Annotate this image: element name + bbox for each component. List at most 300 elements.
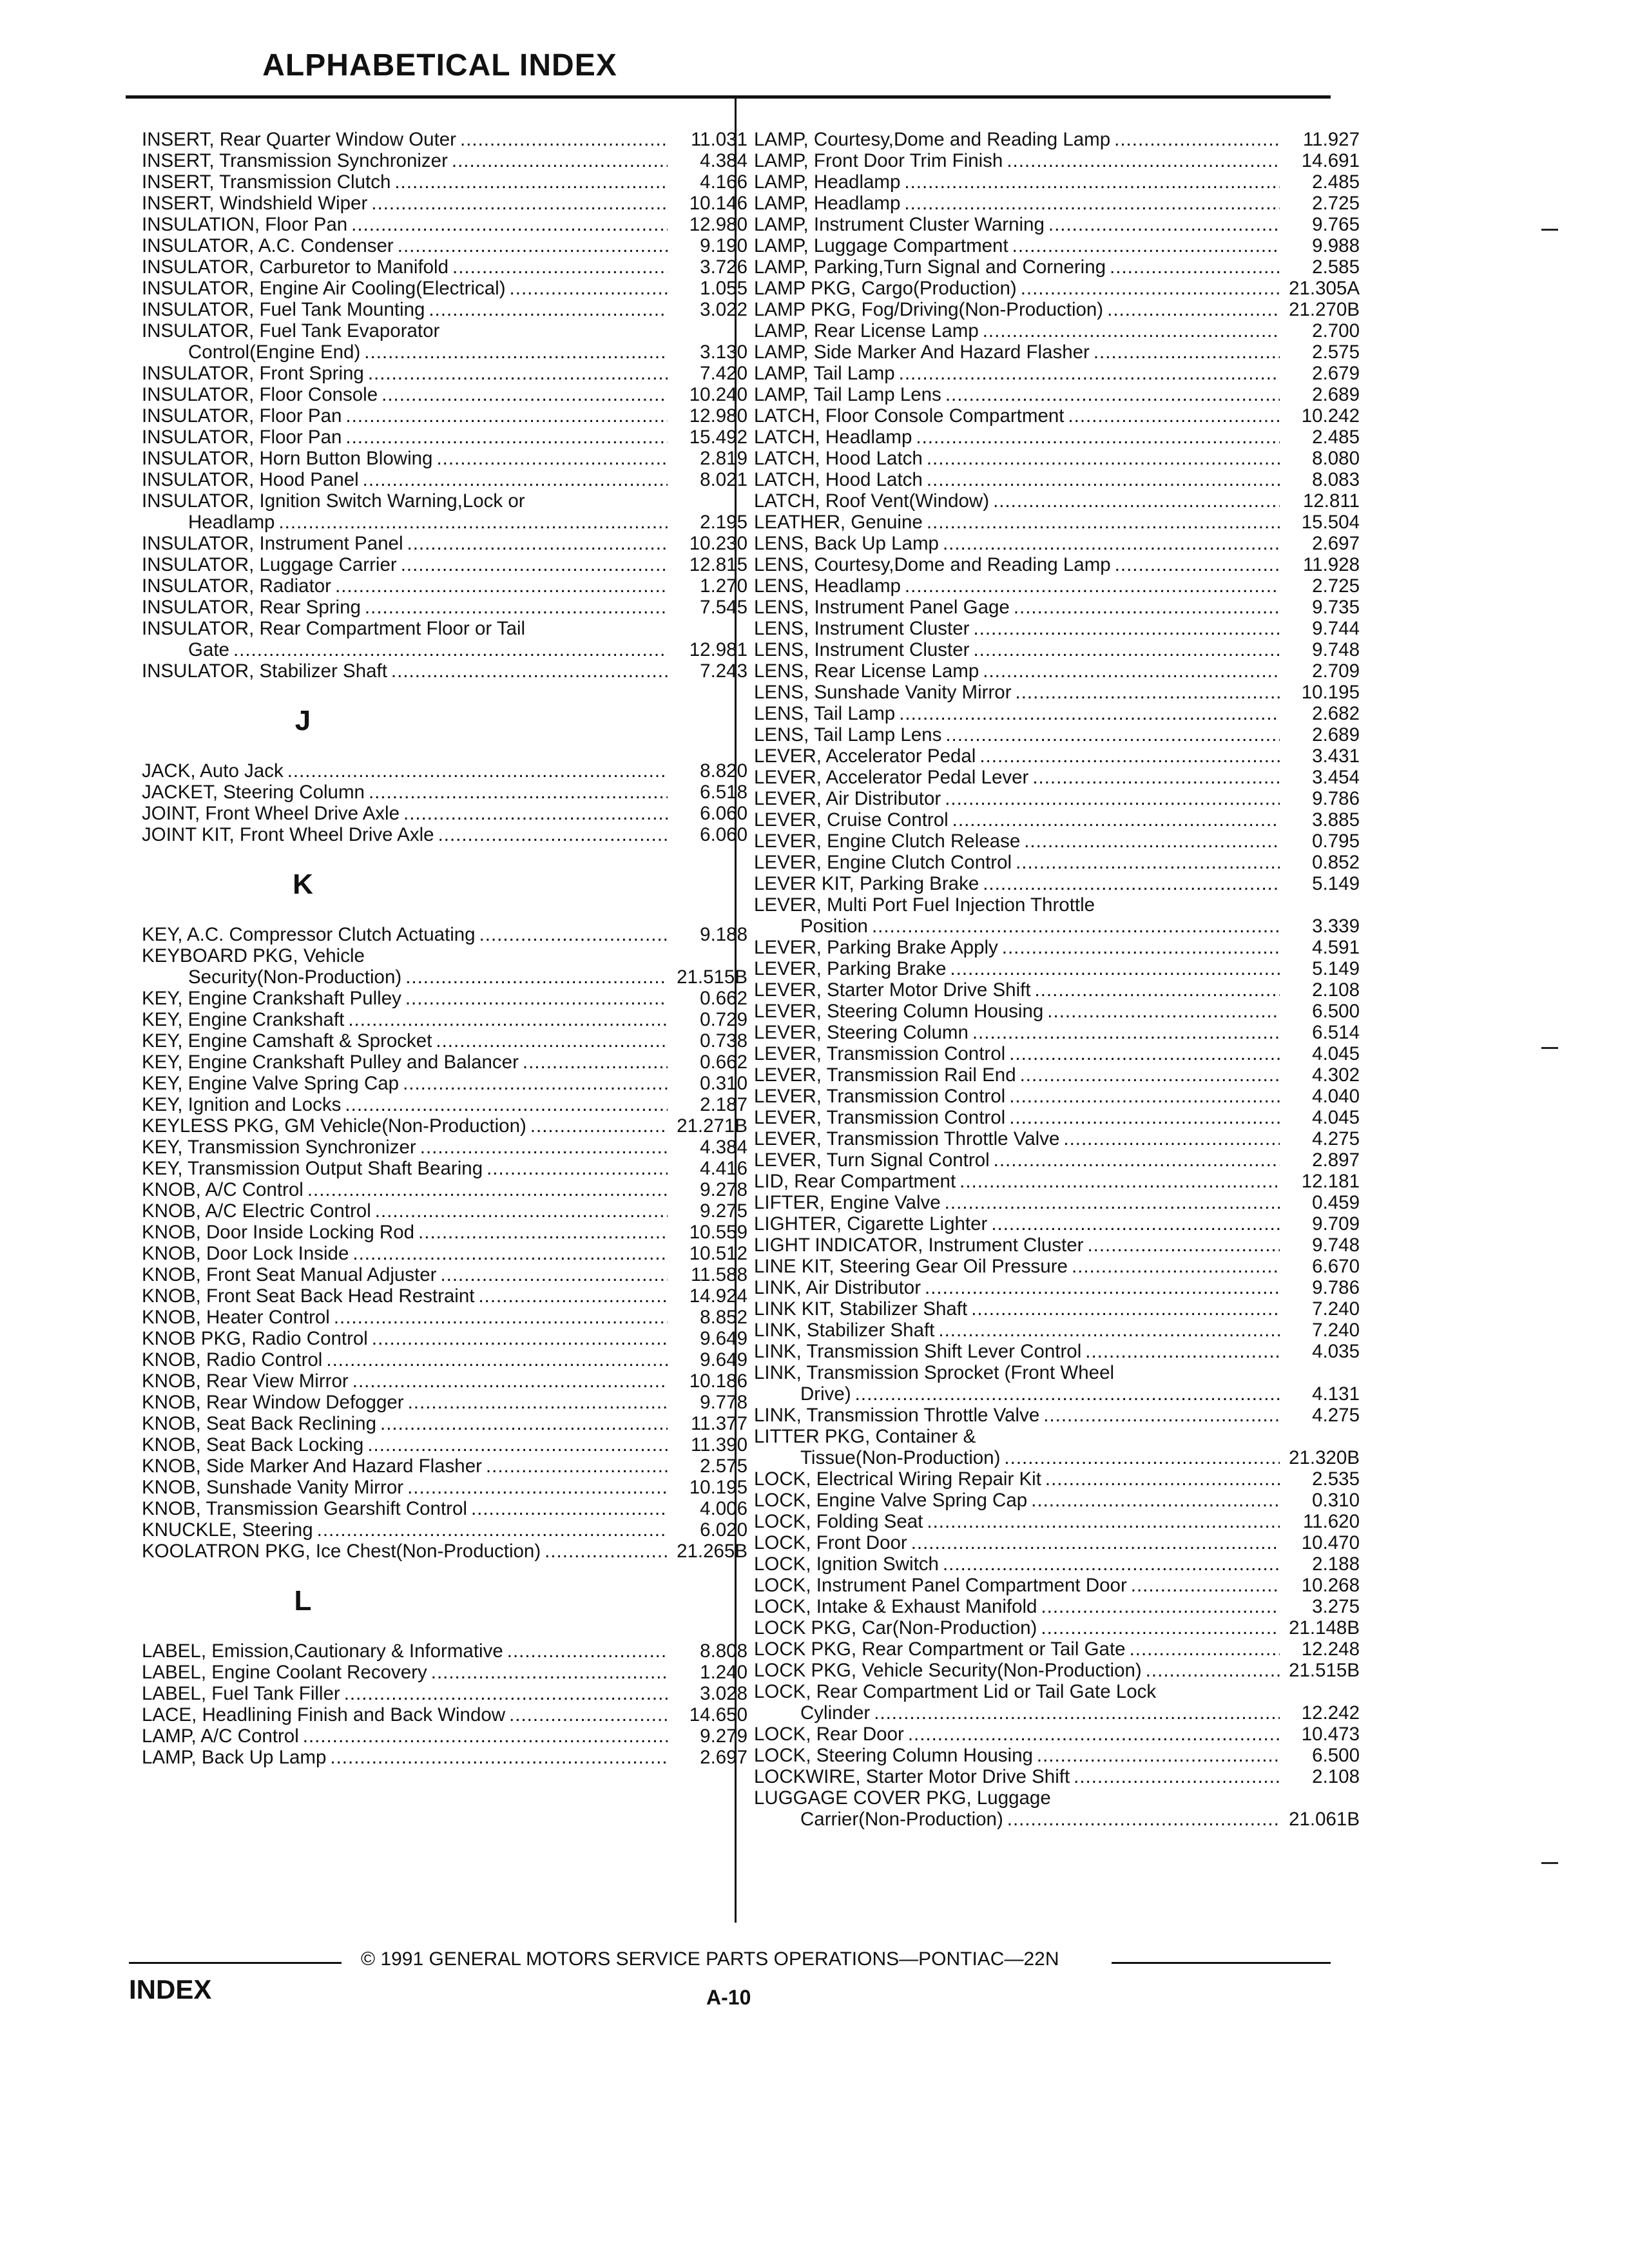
index-entry xyxy=(754,193,1360,214)
entry-line xyxy=(754,958,1360,979)
entry-label: LAMP PKG, Cargo(Production) xyxy=(754,278,1017,299)
index-entry xyxy=(754,1405,1360,1426)
entry-line xyxy=(142,782,747,803)
entry-page-ref: 5.149 xyxy=(1312,873,1360,894)
entry-line xyxy=(754,1553,1360,1575)
entry-page-ref: 11.377 xyxy=(690,1413,747,1434)
entry-label: KNOB, A/C Electric Control xyxy=(142,1200,371,1222)
entry-label: INSULATOR, Rear Compartment Floor or Tail xyxy=(142,618,526,639)
dot-leader xyxy=(908,1724,1280,1745)
entry-line xyxy=(754,767,1360,788)
entry-page-ref: 10.559 xyxy=(689,1222,747,1243)
entry-label: LABEL, Emission,Cautionary & Informative xyxy=(142,1640,503,1662)
index-entry xyxy=(754,1639,1360,1660)
entry-line xyxy=(754,1171,1360,1192)
entry-line xyxy=(754,320,1360,341)
dot-leader xyxy=(345,427,668,448)
entry-line xyxy=(142,760,747,782)
entry-label: LOCK PKG, Rear Compartment or Tail Gate xyxy=(754,1639,1126,1660)
entry-label: KNOB, Door Lock Inside xyxy=(142,1243,349,1264)
entry-line xyxy=(754,682,1360,703)
index-entry xyxy=(142,554,747,575)
entry-line xyxy=(754,384,1360,405)
entry-label: LINK, Stabilizer Shaft xyxy=(754,1320,935,1341)
dot-leader xyxy=(478,1285,668,1307)
dot-leader xyxy=(431,1662,668,1683)
entry-line xyxy=(142,966,747,988)
entry-page-ref: 4.166 xyxy=(700,171,747,193)
index-entry xyxy=(142,1370,747,1392)
index-entry xyxy=(142,1541,747,1562)
entry-line xyxy=(754,1341,1360,1362)
index-entry xyxy=(142,760,747,782)
entry-line xyxy=(754,1213,1360,1235)
entry-page-ref: 2.725 xyxy=(1312,575,1360,597)
entry-page-ref: 1.240 xyxy=(700,1662,747,1683)
entry-page-ref: 6.514 xyxy=(1312,1022,1360,1043)
dot-leader xyxy=(1002,937,1280,958)
dot-leader xyxy=(523,1052,668,1073)
entry-label: KEY, Engine Camshaft & Sprocket xyxy=(142,1030,432,1052)
entry-line xyxy=(142,1222,747,1243)
entry-page-ref: 1.270 xyxy=(700,575,747,597)
entry-page-ref: 9.649 xyxy=(700,1328,747,1349)
entry-line xyxy=(754,1511,1360,1532)
index-entry xyxy=(754,235,1360,256)
dot-leader xyxy=(983,320,1280,341)
entry-page-ref: 3.431 xyxy=(1312,745,1360,767)
index-entry xyxy=(754,490,1360,512)
index-entry xyxy=(142,597,747,618)
entry-line xyxy=(754,852,1360,873)
entry-label: LEVER, Transmission Throttle Valve xyxy=(754,1128,1060,1149)
dot-leader xyxy=(916,427,1280,448)
entry-page-ref: 7.240 xyxy=(1312,1298,1360,1320)
entry-label: INSULATOR, Radiator xyxy=(142,575,332,597)
entry-label: LENS, Courtesy,Dome and Reading Lamp xyxy=(754,554,1111,575)
entry-label: LENS, Instrument Cluster xyxy=(754,618,970,639)
entry-line xyxy=(142,575,747,597)
entry-page-ref: 9.275 xyxy=(700,1200,747,1222)
entry-page-ref: 21.061B xyxy=(1289,1809,1360,1830)
entry-label: KEY, Transmission Output Shaft Bearing xyxy=(142,1158,483,1179)
dot-leader xyxy=(303,1725,668,1747)
index-entry xyxy=(142,1200,747,1222)
entry-label: INSERT, Transmission Synchronizer xyxy=(142,150,448,171)
entry-line xyxy=(142,363,747,384)
dot-leader xyxy=(1146,1660,1280,1681)
entry-page-ref: 2.700 xyxy=(1312,320,1360,341)
index-entry xyxy=(142,988,747,1009)
entry-line xyxy=(754,1766,1360,1787)
index-entry xyxy=(142,1285,747,1307)
entry-page-ref: 11.390 xyxy=(690,1434,747,1456)
index-entry xyxy=(754,1149,1360,1171)
entry-label: INSULATOR, Ignition Switch Warning,Lock or xyxy=(142,490,525,512)
entry-page-ref: 21.271B xyxy=(677,1115,747,1137)
entry-line xyxy=(754,937,1360,958)
entry-line xyxy=(754,639,1360,660)
entry-label-continued: Carrier(Non-Production) xyxy=(800,1809,1003,1830)
entry-page-ref: 9.786 xyxy=(1312,788,1360,809)
index-entry xyxy=(754,1660,1360,1681)
entry-label: INSULATOR, Front Spring xyxy=(142,363,364,384)
dot-leader xyxy=(1130,1639,1280,1660)
dot-leader xyxy=(364,341,668,363)
entry-line xyxy=(754,1447,1360,1468)
entry-line xyxy=(754,256,1360,278)
margin-mark xyxy=(1541,229,1558,231)
entry-line xyxy=(142,1434,747,1456)
entry-line xyxy=(754,1532,1360,1553)
entry-label: INSULATOR, Fuel Tank Mounting xyxy=(142,299,425,320)
dot-leader xyxy=(363,469,668,490)
index-entry xyxy=(754,1320,1360,1341)
dot-leader xyxy=(945,384,1280,405)
entry-line xyxy=(754,150,1360,171)
dot-leader xyxy=(972,1022,1280,1043)
index-entry xyxy=(754,469,1360,490)
dot-leader xyxy=(405,988,668,1009)
entry-line xyxy=(142,1094,747,1115)
index-entry xyxy=(754,724,1360,745)
entry-label: KNOB, Seat Back Locking xyxy=(142,1434,364,1456)
dot-leader xyxy=(372,1328,668,1349)
entry-page-ref: 8.852 xyxy=(700,1307,747,1328)
entry-line xyxy=(142,1370,747,1392)
index-entry xyxy=(142,1413,747,1434)
dot-leader xyxy=(369,782,668,803)
dot-leader xyxy=(368,363,668,384)
dot-leader xyxy=(1063,1128,1280,1149)
index-entry xyxy=(754,1787,1360,1830)
entry-page-ref: 10.473 xyxy=(1301,1724,1360,1745)
entry-page-ref: 2.679 xyxy=(1312,363,1360,384)
entry-line xyxy=(142,597,747,618)
entry-page-ref: 6.060 xyxy=(700,803,747,824)
index-entry xyxy=(142,1456,747,1477)
entry-line xyxy=(754,1575,1360,1596)
entry-label: LOCK, Engine Valve Spring Cap xyxy=(754,1490,1028,1511)
entry-line xyxy=(754,1320,1360,1341)
entry-label: INSERT, Rear Quarter Window Outer xyxy=(142,129,457,150)
entry-label: LEVER, Cruise Control xyxy=(754,809,949,831)
entry-line xyxy=(142,924,747,945)
entry-label: KNOB, Door Inside Locking Rod xyxy=(142,1222,415,1243)
entry-label: LEVER, Parking Brake xyxy=(754,958,947,979)
entry-page-ref: 7.420 xyxy=(700,363,747,384)
entry-label: INSULATION, Floor Pan xyxy=(142,214,348,235)
entry-line xyxy=(142,1052,747,1073)
index-entry xyxy=(754,384,1360,405)
entry-label: LOCK, Rear Compartment Lid or Tail Gate Lock xyxy=(754,1681,1157,1702)
entry-page-ref: 2.108 xyxy=(1312,979,1360,1001)
section-letter: J xyxy=(294,705,311,736)
entry-page-ref: 6.670 xyxy=(1312,1256,1360,1277)
index-entry xyxy=(142,1137,747,1158)
entry-page-ref: 9.278 xyxy=(700,1179,747,1200)
index-entry xyxy=(754,1617,1360,1639)
index-entry xyxy=(754,1468,1360,1490)
index-entry xyxy=(142,1115,747,1137)
dot-leader xyxy=(401,554,668,575)
index-entry xyxy=(754,682,1360,703)
entry-page-ref: 2.485 xyxy=(1312,171,1360,193)
entry-label: LINK, Air Distributor xyxy=(754,1277,921,1298)
entry-page-ref: 2.188 xyxy=(1312,1553,1360,1575)
dot-leader xyxy=(334,1307,668,1328)
index-entry xyxy=(754,1596,1360,1617)
entry-line xyxy=(142,639,747,660)
index-entry xyxy=(754,1213,1360,1235)
entry-line xyxy=(142,1158,747,1179)
entry-line xyxy=(142,278,747,299)
entry-line xyxy=(754,703,1360,724)
entry-line xyxy=(754,1405,1360,1426)
index-entry xyxy=(754,831,1360,852)
entry-line xyxy=(142,512,747,533)
dot-leader xyxy=(927,469,1280,490)
dot-leader xyxy=(509,1704,668,1725)
entry-label: LINK, Transmission Throttle Valve xyxy=(754,1405,1040,1426)
entry-label: LAMP PKG, Fog/Driving(Non-Production) xyxy=(754,299,1104,320)
entry-label: LACE, Headlining Finish and Back Window xyxy=(142,1704,506,1725)
entry-label: LEATHER, Genuine xyxy=(754,512,923,533)
entry-page-ref: 6.020 xyxy=(700,1519,747,1541)
index-entry xyxy=(754,129,1360,150)
section-letter: L xyxy=(294,1585,312,1617)
dot-leader xyxy=(367,1434,668,1456)
entry-label: INSULATOR, Hood Panel xyxy=(142,469,359,490)
entry-label-continued: Control(Engine End) xyxy=(188,341,361,363)
entry-line xyxy=(142,824,747,845)
index-entry xyxy=(142,299,747,320)
entry-line xyxy=(754,1043,1360,1064)
entry-page-ref: 6.518 xyxy=(700,782,747,803)
entry-line xyxy=(142,256,747,278)
entry-line xyxy=(142,1456,747,1477)
entry-page-ref: 2.535 xyxy=(1312,1468,1360,1490)
entry-label: LOCK, Instrument Panel Compartment Door xyxy=(754,1575,1127,1596)
entry-line xyxy=(754,618,1360,639)
dot-leader xyxy=(344,1683,668,1704)
dot-leader xyxy=(1016,852,1280,873)
entry-line xyxy=(754,1617,1360,1639)
entry-page-ref: 10.242 xyxy=(1301,405,1360,427)
entry-line xyxy=(142,988,747,1009)
dot-leader xyxy=(1085,1341,1280,1362)
index-entry xyxy=(754,1192,1360,1213)
entry-label: LENS, Headlamp xyxy=(754,575,901,597)
entry-label: LATCH, Headlamp xyxy=(754,427,912,448)
index-entry xyxy=(142,824,747,845)
entry-page-ref: 10.146 xyxy=(689,193,747,214)
dot-leader xyxy=(1115,554,1280,575)
dot-leader xyxy=(545,1541,668,1562)
index-entry xyxy=(142,171,747,193)
entry-page-ref: 9.748 xyxy=(1312,639,1360,660)
entry-line xyxy=(142,150,747,171)
header-rule xyxy=(126,95,1331,99)
index-entry xyxy=(754,1171,1360,1192)
index-entry xyxy=(754,639,1360,660)
entry-label: KNOB, A/C Control xyxy=(142,1179,304,1200)
dot-leader xyxy=(1068,405,1280,427)
entry-page-ref: 2.575 xyxy=(1312,341,1360,363)
entry-line xyxy=(754,533,1360,554)
entry-line xyxy=(142,1009,747,1030)
entry-line xyxy=(142,1243,747,1264)
entry-label: LINE KIT, Steering Gear Oil Pressure xyxy=(754,1256,1068,1277)
entry-line xyxy=(754,278,1360,299)
index-entry xyxy=(754,1022,1360,1043)
entry-page-ref: 21.515B xyxy=(1289,1660,1360,1681)
entry-page-ref: 4.275 xyxy=(1312,1405,1360,1426)
entry-line xyxy=(142,660,747,682)
dot-leader xyxy=(391,660,668,682)
entry-line xyxy=(754,1660,1360,1681)
entry-page-ref: 3.885 xyxy=(1312,809,1360,831)
dot-leader xyxy=(971,1298,1280,1320)
entry-label: INSULATOR, Instrument Panel xyxy=(142,533,403,554)
entry-page-ref: 21.320B xyxy=(1289,1447,1360,1468)
entry-page-ref: 12.815 xyxy=(689,554,747,575)
entry-line xyxy=(142,1662,747,1683)
entry-label: LAMP, Headlamp xyxy=(754,171,901,193)
entry-label: LENS, Sunshade Vanity Mirror xyxy=(754,682,1012,703)
entry-label: LAMP, Headlamp xyxy=(754,193,901,214)
index-entry xyxy=(142,618,747,660)
dot-leader xyxy=(1009,1043,1280,1064)
index-entry xyxy=(754,873,1360,894)
margin-mark xyxy=(1541,1047,1558,1049)
entry-line xyxy=(754,1490,1360,1511)
entry-line xyxy=(142,1179,747,1200)
dot-leader xyxy=(1014,597,1280,618)
entry-page-ref: 2.585 xyxy=(1312,256,1360,278)
entry-line xyxy=(754,363,1360,384)
entry-line xyxy=(142,1030,747,1052)
index-entry xyxy=(142,1662,747,1683)
dot-leader xyxy=(278,512,668,533)
footer-rule-right xyxy=(1112,1962,1331,1964)
entry-line xyxy=(754,1192,1360,1213)
entry-label: LOCK, Rear Door xyxy=(754,1724,904,1745)
entry-page-ref: 6.500 xyxy=(1312,1001,1360,1022)
entry-page-ref: 2.725 xyxy=(1312,193,1360,214)
dot-leader xyxy=(380,1413,668,1434)
entry-line xyxy=(754,469,1360,490)
entry-label: LAMP, Tail Lamp xyxy=(754,363,895,384)
entry-label: LUGGAGE COVER PKG, Luggage xyxy=(754,1787,1051,1809)
index-entry xyxy=(142,1307,747,1328)
entry-label: LENS, Back Up Lamp xyxy=(754,533,939,554)
entry-label: JACK, Auto Jack xyxy=(142,760,284,782)
entry-line xyxy=(754,554,1360,575)
entry-line xyxy=(754,1149,1360,1171)
entry-line xyxy=(754,1639,1360,1660)
index-entry xyxy=(754,448,1360,469)
dot-leader xyxy=(855,1383,1280,1405)
entry-line xyxy=(754,193,1360,214)
entry-label: KNOB, Side Marker And Hazard Flasher xyxy=(142,1456,482,1477)
entry-label: KEY, Ignition and Locks xyxy=(142,1094,342,1115)
index-entry xyxy=(754,1724,1360,1745)
index-entry xyxy=(142,1328,747,1349)
dot-leader xyxy=(973,618,1280,639)
entry-page-ref: 3.028 xyxy=(700,1683,747,1704)
index-entry xyxy=(754,363,1360,384)
entry-label: LID, Rear Compartment xyxy=(754,1171,956,1192)
entry-page-ref: 4.045 xyxy=(1312,1107,1360,1128)
dot-leader xyxy=(351,214,668,235)
entry-label: LAMP, Side Marker And Hazard Flasher xyxy=(754,341,1090,363)
entry-line xyxy=(754,1383,1360,1405)
entry-line xyxy=(754,1468,1360,1490)
dot-leader xyxy=(394,171,668,193)
dot-leader xyxy=(317,1519,668,1541)
entry-label: INSULATOR, Floor Pan xyxy=(142,427,342,448)
entry-label: INSERT, Transmission Clutch xyxy=(142,171,391,193)
index-column-left xyxy=(142,129,747,1768)
index-entry xyxy=(142,278,747,299)
dot-leader xyxy=(335,575,668,597)
entry-page-ref: 4.416 xyxy=(700,1158,747,1179)
entry-page-ref: 2.697 xyxy=(1312,533,1360,554)
entry-page-ref: 3.275 xyxy=(1312,1596,1360,1617)
entry-page-ref: 9.188 xyxy=(700,924,747,945)
entry-label: LAMP, Parking,Turn Signal and Cornering xyxy=(754,256,1106,278)
dot-leader xyxy=(1072,1256,1280,1277)
entry-label: KNUCKLE, Steering xyxy=(142,1519,313,1541)
index-entry xyxy=(754,745,1360,767)
index-entry xyxy=(142,533,747,554)
index-entry xyxy=(142,1073,747,1094)
entry-label: LOCK, Folding Seat xyxy=(754,1511,923,1532)
entry-page-ref: 5.149 xyxy=(1312,958,1360,979)
index-entry xyxy=(754,1362,1360,1405)
entry-label: LOCK, Ignition Switch xyxy=(754,1553,939,1575)
entry-label: LEVER, Turn Signal Control xyxy=(754,1149,990,1171)
index-entry xyxy=(142,1683,747,1704)
index-entry xyxy=(754,958,1360,979)
dot-leader xyxy=(420,1137,668,1158)
entry-label-continued: Security(Non-Production) xyxy=(188,966,402,988)
entry-page-ref: 2.682 xyxy=(1312,703,1360,724)
index-entry xyxy=(142,490,747,533)
dot-leader xyxy=(326,1349,668,1370)
entry-line xyxy=(754,1128,1360,1149)
entry-page-ref: 21.305A xyxy=(1289,278,1360,299)
index-entry xyxy=(754,533,1360,554)
dot-leader xyxy=(403,1073,668,1094)
dot-leader xyxy=(381,384,668,405)
entry-page-ref: 21.148B xyxy=(1289,1617,1360,1639)
entry-label-continued: Position xyxy=(800,916,868,937)
entry-label-continued: Tissue(Non-Production) xyxy=(800,1447,1001,1468)
index-entry xyxy=(754,512,1360,533)
entry-page-ref: 9.744 xyxy=(1312,618,1360,639)
entry-page-ref: 2.108 xyxy=(1312,1766,1360,1787)
dot-leader xyxy=(1110,256,1280,278)
entry-page-ref: 0.729 xyxy=(700,1009,747,1030)
entry-label: KNOB, Rear Window Defogger xyxy=(142,1392,404,1413)
index-entry xyxy=(142,1222,747,1243)
index-entry xyxy=(142,1052,747,1073)
dot-leader xyxy=(398,235,668,256)
index-entry xyxy=(142,384,747,405)
index-entry xyxy=(142,1264,747,1285)
